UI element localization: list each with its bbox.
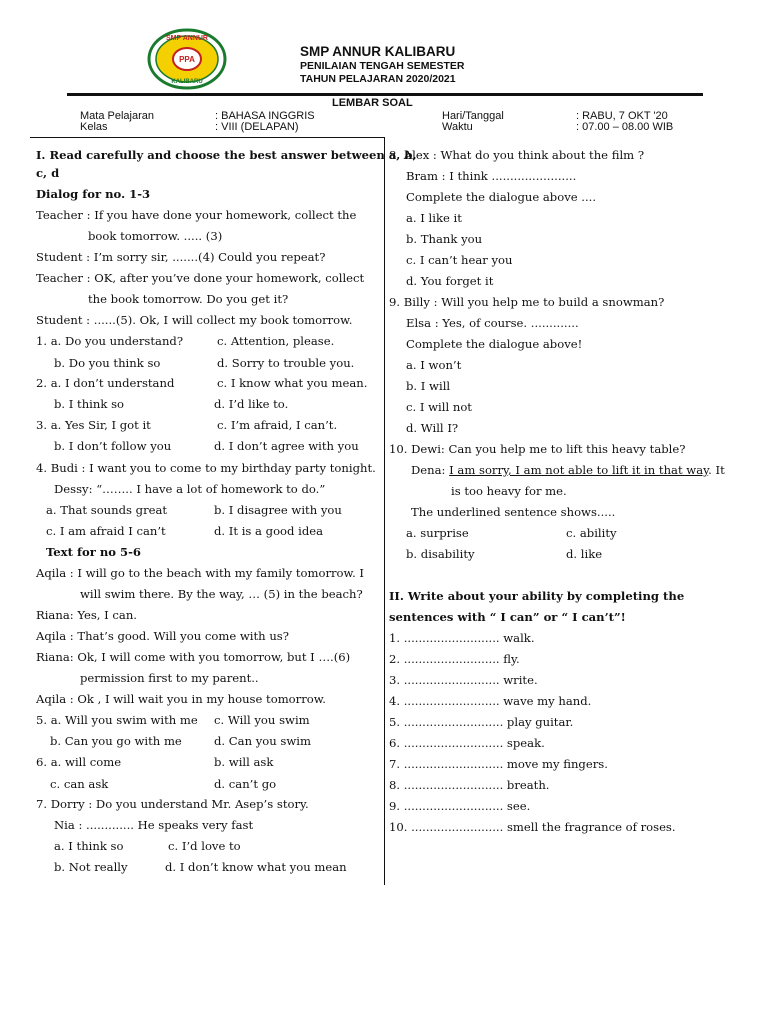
dialog-line: is too heavy for me.: [451, 484, 567, 498]
option: b. I don’t follow you: [54, 439, 172, 453]
question: 9. Billy : Will you help me to build a snowman?: [389, 295, 665, 309]
option: 6. a. will come: [36, 755, 122, 769]
fill-item: 5. ........................... play guitar.: [389, 715, 574, 729]
dialog-line: Aqila : I will go to the beach with my family tomorrow. I: [36, 566, 365, 580]
option: a. I think so: [54, 839, 124, 853]
option: a. That sounds great: [46, 503, 168, 517]
sheet-title: LEMBAR SOAL: [332, 97, 413, 109]
instruction: Complete the dialogue above ....: [406, 190, 597, 204]
option: c. I’m afraid, I can’t.: [217, 418, 338, 432]
dialog-line: Bram : I think .......................: [406, 169, 577, 183]
dialog-line: Riana: Yes, I can.: [36, 608, 137, 622]
dialog-line: Dessy: “…….. I have a lot of homework to do.”: [54, 482, 326, 496]
section1-instruction: I. Read carefully and choose the best answer between a, b,: [36, 148, 417, 162]
fill-item: 4. .......................... wave my hand.: [389, 694, 592, 708]
option: d. can’t go: [214, 777, 277, 791]
time-value: : 07.00 – 08.00 WIB: [576, 121, 674, 133]
dialog-line: permission first to my parent..: [80, 671, 259, 685]
option: b. Can you go with me: [50, 734, 182, 748]
fill-item: 3. .......................... write.: [389, 673, 538, 687]
dialog-line: Teacher : OK, after you’ve done your homework, collect: [36, 271, 365, 285]
option: b. Not really: [54, 860, 128, 874]
dialog-title: Dialog for no. 1-3: [36, 187, 151, 201]
day-value: : RABU, 7 OKT '20: [576, 110, 668, 122]
option: b. Do you think so: [54, 356, 161, 370]
column-divider: [384, 137, 385, 885]
dialog-line: Aqila : Ok , I will wait you in my house tomorrow.: [36, 692, 326, 706]
class-label: Kelas: [80, 121, 108, 133]
option: b. disability: [406, 547, 475, 561]
time-label: Waktu: [442, 121, 473, 133]
fill-item: 8. ........................... breath.: [389, 778, 550, 792]
option: d. You forget it: [406, 274, 494, 288]
fill-item: 7. ........................... move my fingers.: [389, 757, 608, 771]
fill-item: 10. ......................... smell the fragrance of roses.: [389, 820, 676, 834]
left-divider: [30, 137, 384, 138]
dialog-line: Elsa : Yes, of course. .............: [406, 316, 579, 330]
option: a. I won’t: [406, 358, 462, 372]
option: d. Can you swim: [214, 734, 311, 748]
question: 7. Dorry : Do you understand Mr. Asep’s story.: [36, 797, 309, 811]
academic-year: TAHUN PELAJARAN 2020/2021: [300, 73, 456, 85]
option: c. Will you swim: [214, 713, 310, 727]
option: c. I know what you mean.: [217, 376, 368, 390]
section2-instruction-cont: sentences with “ I can” or “ I can’t”!: [389, 610, 626, 624]
instruction: The underlined sentence shows.....: [411, 505, 616, 519]
fill-item: 6. ........................... speak.: [389, 736, 545, 750]
option: c. Attention, please.: [217, 334, 335, 348]
option: c. I am afraid I can’t: [46, 524, 166, 538]
option: c. ability: [566, 526, 617, 540]
option: 3. a. Yes Sir, I got it: [36, 418, 151, 432]
option: d. like: [566, 547, 603, 561]
section2-instruction: II. Write about your ability by completing the: [389, 589, 685, 603]
dialog-tail: . It: [708, 463, 725, 477]
option: d. I don’t know what you mean: [165, 860, 347, 874]
school-name: SMP ANNUR KALIBARU: [300, 44, 456, 59]
option: c. I’d love to: [168, 839, 241, 853]
option: b. will ask: [214, 755, 274, 769]
subject-value: : BAHASA INGGRIS: [215, 110, 315, 122]
option: d. It is a good idea: [214, 524, 324, 538]
option: 1. a. Do you understand?: [36, 334, 184, 348]
dialog-line: Student : ......(5). Ok, I will collect my book tomorrow.: [36, 313, 353, 327]
option: a. I like it: [406, 211, 462, 225]
option: 2. a. I don’t understand: [36, 376, 175, 390]
instruction: Complete the dialogue above!: [406, 337, 583, 351]
section1-instruction-cont: c, d: [36, 166, 60, 180]
option: c. I can’t hear you: [406, 253, 513, 267]
option: d. I don’t agree with you: [214, 439, 359, 453]
question: 8. Alex : What do you think about the film ?: [389, 148, 645, 162]
option: b. I disagree with you: [214, 503, 342, 517]
question: 10. Dewi: Can you help me to lift this heavy table?: [389, 442, 686, 456]
dialog-line: the book tomorrow. Do you get it?: [88, 292, 289, 306]
header-divider: [67, 93, 703, 96]
option: c. can ask: [50, 777, 109, 791]
dialog-line: Student : I’m sorry sir, .......(4) Could you repeat?: [36, 250, 326, 264]
dialog-line: [411, 463, 725, 477]
logo-center-text: PPA: [179, 55, 195, 64]
dialog-line: Teacher : If you have done your homework, collect the: [36, 208, 357, 222]
option: b. I think so: [54, 397, 124, 411]
subject-label: Mata Pelajaran: [80, 110, 154, 122]
option: d. Sorry to trouble you.: [217, 356, 355, 370]
dialog-line: will swim there. By the way, … (5) in the beach?: [80, 587, 363, 601]
exam-name: PENILAIAN TENGAH SEMESTER: [300, 60, 465, 72]
class-value: : VIII (DELAPAN): [215, 121, 299, 133]
school-logo: [147, 28, 227, 90]
text-title: Text for no 5-6: [46, 545, 141, 559]
option: b. Thank you: [406, 232, 483, 246]
dialog-line: Riana: Ok, I will come with you tomorrow, but I ….(6): [36, 650, 351, 664]
option: a. surprise: [406, 526, 469, 540]
underlined-sentence: I am sorry, I am not able to lift it in that way: [449, 463, 709, 477]
fill-item: 1. .......................... walk.: [389, 631, 535, 645]
fill-item: 2. .......................... fly.: [389, 652, 520, 666]
logo-top-text: SMP ANNUR: [165, 35, 209, 42]
option: b. I will: [406, 379, 451, 393]
dialog-line: Nia : ............. He speaks very fast: [54, 818, 254, 832]
option: c. I will not: [406, 400, 472, 414]
option: d. I’d like to.: [214, 397, 289, 411]
logo-bottom-text: KALIBARU: [171, 79, 203, 85]
speaker: Dena:: [411, 463, 450, 477]
fill-item: 9. ........................... see.: [389, 799, 531, 813]
option: d. Will I?: [406, 421, 459, 435]
dialog-line: book tomorrow. ..... (3): [88, 229, 223, 243]
question: 4. Budi : I want you to come to my birthday party tonight.: [36, 461, 376, 475]
option: 5. a. Will you swim with me: [36, 713, 198, 727]
dialog-line: Aqila : That’s good. Will you come with us?: [36, 629, 289, 643]
day-label: Hari/Tanggal: [442, 110, 504, 122]
